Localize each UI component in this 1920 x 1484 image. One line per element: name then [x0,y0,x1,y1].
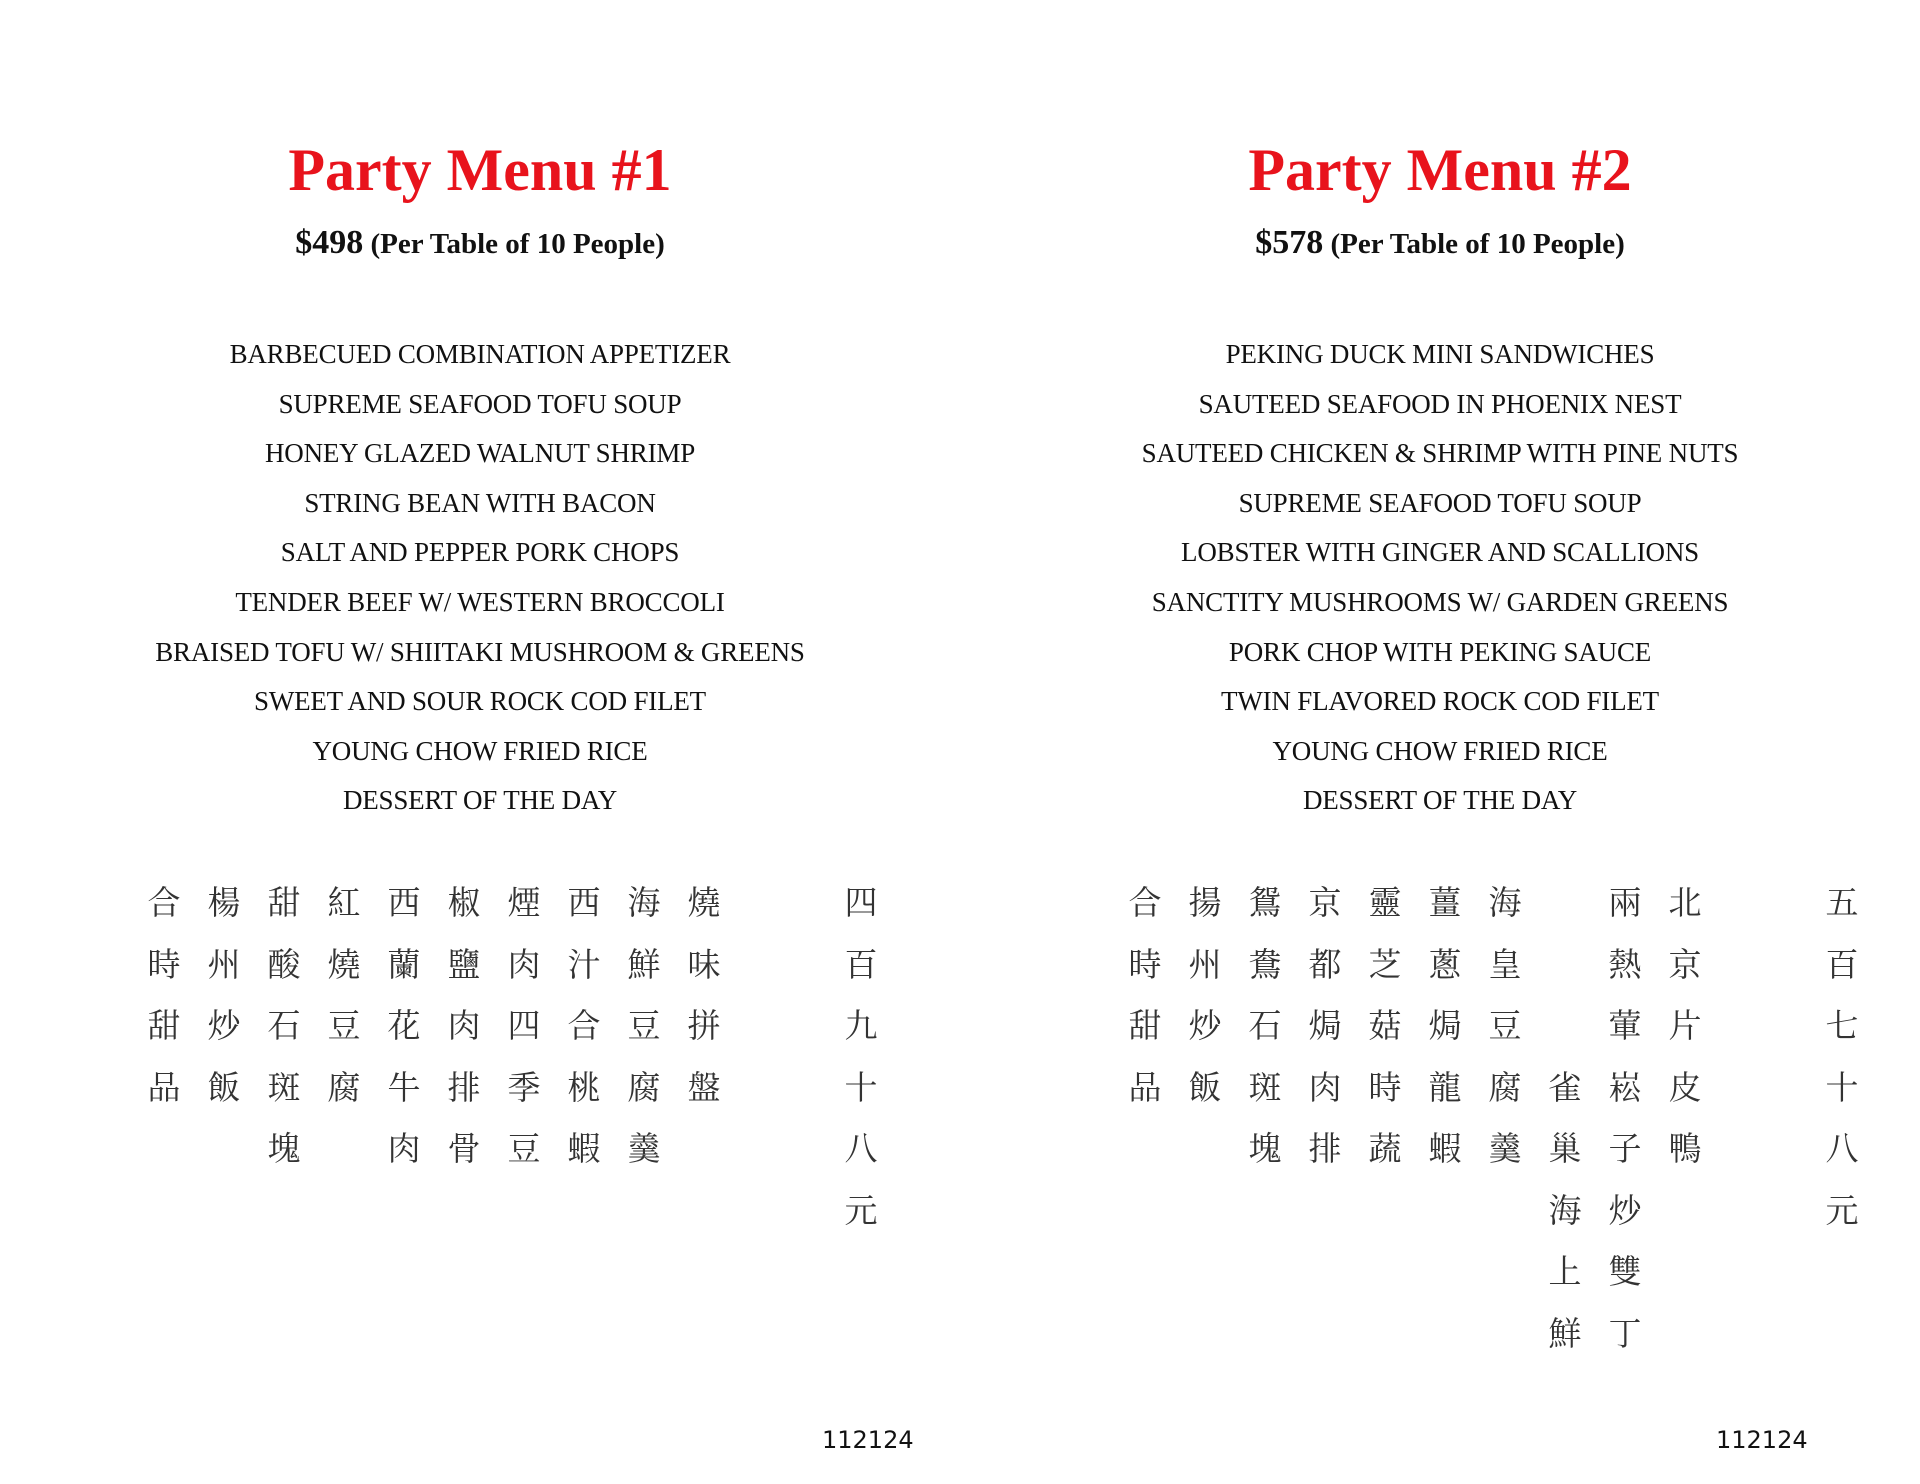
menu-item: SALT AND PEPPER PORK CHOPS [280,537,680,568]
menu-item: DESSERT OF THE DAY [342,785,618,816]
column-spacer [734,872,831,1241]
chinese-dish-column: 京 都 焗 肉 排 [1308,883,1342,1168]
menu-item: STRING BEAN WITH BACON [304,487,656,518]
menu-item: SAUTEED SEAFOOD IN PHOENIX NEST [1198,388,1682,419]
chinese-dish-column: 雀 巢 海 上 鮮 [1548,1067,1582,1353]
menu-item: SUPREME SEAFOOD TOFU SOUP [278,388,682,419]
menu-item: SWEET AND SOUR ROCK COD FILET [254,686,706,717]
price-amount: $578 [1255,224,1324,261]
chinese-dish-column: 海 鮮 豆 腐 羹 [627,883,661,1168]
menu-item: SANCTITY MUSHROOMS W/ GARDEN GREENS [1151,586,1729,617]
menu-item: PORK CHOP WITH PEKING SAUCE [1228,636,1652,667]
menu-item: YOUNG CHOW FRIED RICE [312,735,648,766]
chinese-dish-column: 合 時 甜 品 [1128,883,1162,1107]
chinese-dish-column: 靈 芝 菇 時 蔬 [1368,883,1402,1168]
chinese-dish-column: 煙 肉 四 季 豆 [507,883,541,1168]
menu-item: SUPREME SEAFOOD TOFU SOUP [1238,487,1642,518]
menu-code: 112124 [1716,1426,1808,1454]
menu-title: Party Menu #2 [1248,137,1632,203]
chinese-dish-column: 西 蘭 花 牛 肉 [387,883,421,1168]
menu-item: SAUTEED CHICKEN & SHRIMP WITH PINE NUTS [1141,438,1739,469]
chinese-price-column: 四 百 九 十 八 元 [844,883,878,1230]
chinese-menu [134,872,891,1241]
menu-item: PEKING DUCK MINI SANDWICHES [1225,339,1655,369]
chinese-dish-column: 北 京 片 皮 鴨 [1668,883,1702,1168]
chinese-dish-column: 鴛 鴦 石 斑 塊 [1248,883,1282,1168]
chinese-dish-column: 楊 州 炒 飯 [207,883,241,1107]
price-note: (Per Table of 10 People) [370,228,665,260]
chinese-dish-column: 燒 味 拼 盤 [687,883,721,1107]
menu-item: LOBSTER WITH GINGER AND SCALLIONS [1181,537,1699,568]
menu-item: BARBECUED COMBINATION APPETIZER [229,339,731,369]
menu-items [960,330,1920,826]
column-spacer [1715,872,1812,1364]
price-note: (Per Table of 10 People) [1330,228,1625,260]
chinese-dish-column: 椒 鹽 肉 排 骨 [447,883,481,1168]
chinese-dish-column: 甜 酸 石 斑 塊 [267,883,301,1168]
chinese-dish-column: 海 皇 豆 腐 羹 [1488,883,1522,1168]
menu-title: Party Menu #1 [288,137,672,203]
chinese-dish-column: 合 時 甜 品 [147,883,181,1107]
chinese-dish-column: 揚 州 炒 飯 [1188,883,1222,1107]
menu-item: DESSERT OF THE DAY [1302,785,1578,816]
menu-price [960,226,1920,260]
menu-item: BRAISED TOFU W/ SHIITAKI MUSHROOM & GREENS [155,636,805,667]
chinese-dish-column: 薑 蔥 焗 龍 蝦 [1428,883,1462,1168]
menu-item: HONEY GLAZED WALNUT SHRIMP [264,438,696,469]
menu-code: 112124 [822,1426,914,1454]
chinese-dish-column: 西 汁 合 桃 蝦 [567,883,601,1168]
chinese-price-column: 五 百 七 十 八 元 [1825,883,1859,1230]
chinese-dish-column: 兩 熱 葷 崧 子 炒 雙 丁 [1608,883,1642,1353]
price-amount: $498 [295,224,364,261]
chinese-dish-column: 紅 燒 豆 腐 [327,883,361,1107]
menu-item: TENDER BEEF W/ WESTERN BROCCOLI [235,586,725,617]
menu-items [0,330,960,826]
chinese-menu [1115,872,1872,1364]
menu-item: TWIN FLAVORED ROCK COD FILET [1221,686,1659,717]
party-menu-2 [960,0,1920,1484]
menu-item: YOUNG CHOW FRIED RICE [1272,735,1608,766]
menu-price [0,226,960,260]
